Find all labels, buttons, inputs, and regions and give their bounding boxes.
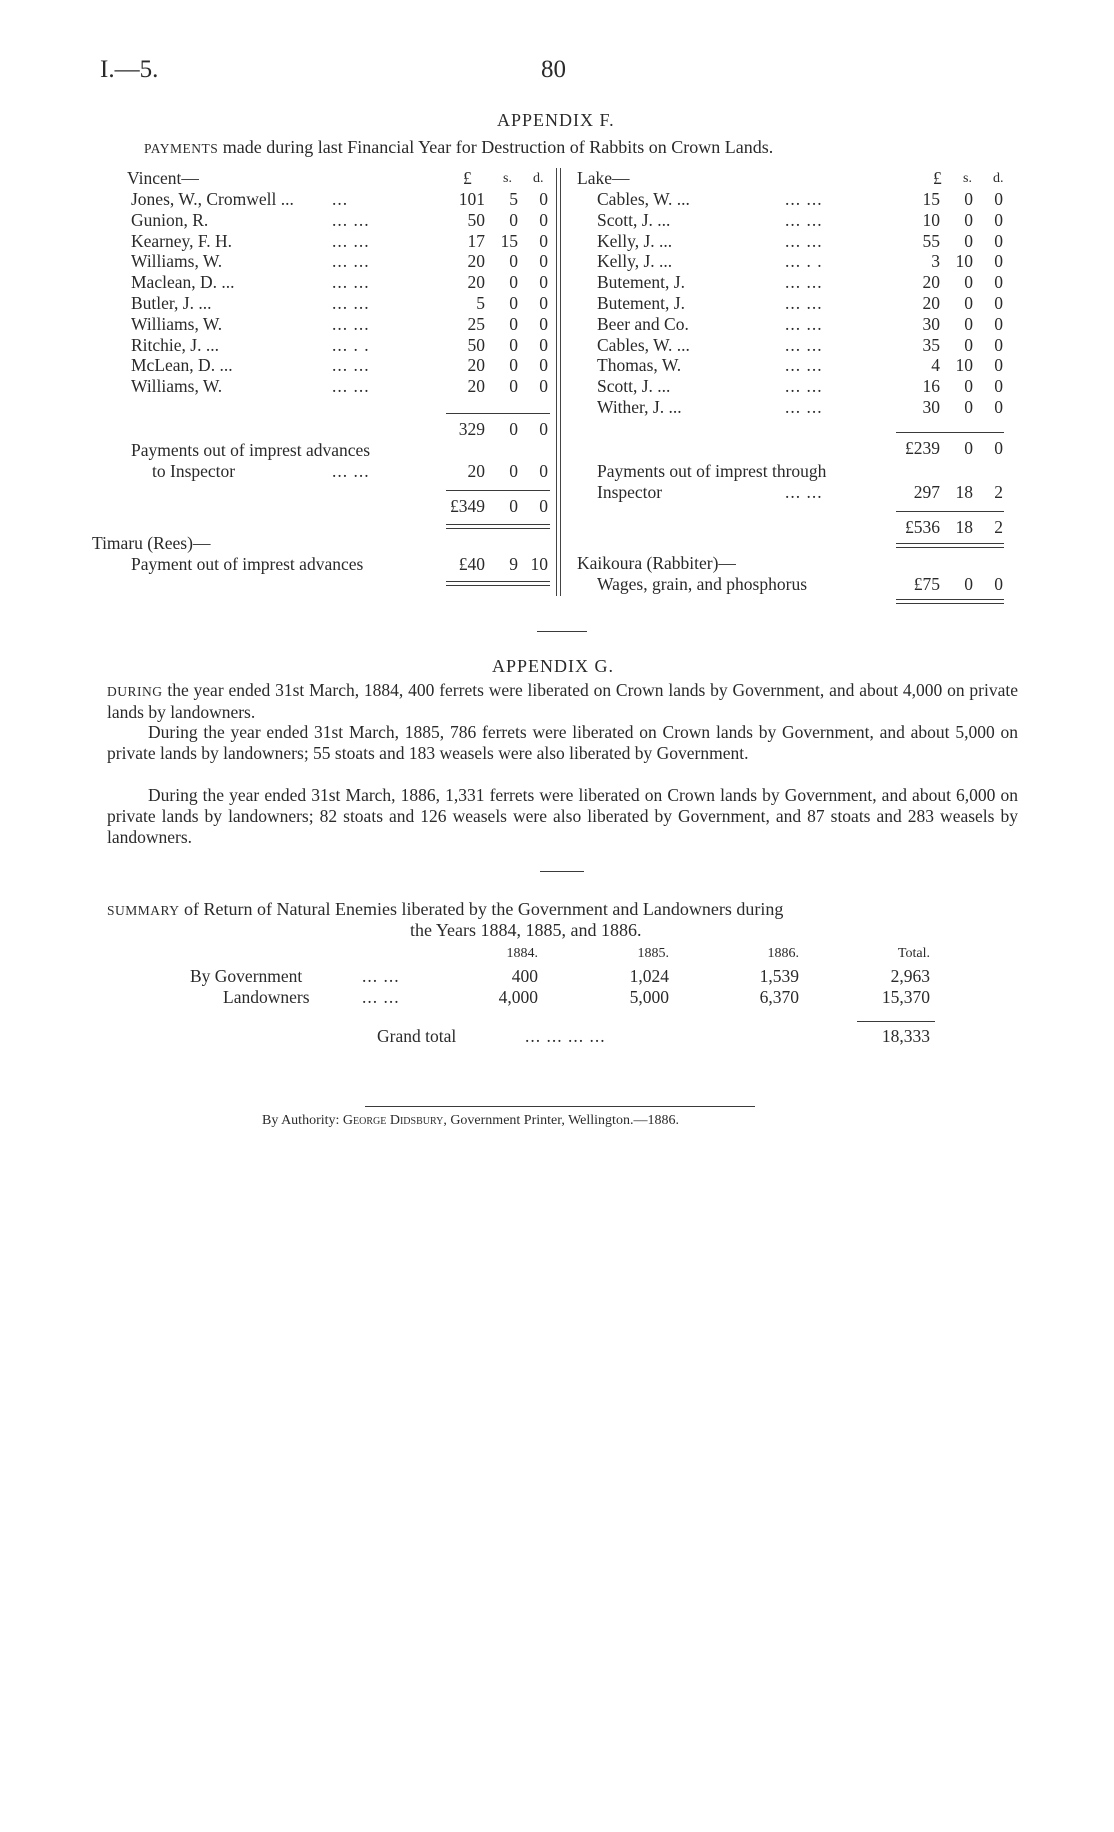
right-total-pounds: £536	[905, 517, 940, 537]
right-row-shillings: 0	[964, 189, 973, 209]
right-row-pounds: 20	[922, 272, 940, 293]
timaru-heading: Timaru (Rees)—	[92, 533, 211, 553]
right-row-name: Cables, W. ...	[597, 334, 690, 355]
summary-grand-leader: ... ... ... ...	[525, 1026, 606, 1046]
right-imprest-line1: Payments out of imprest through	[597, 461, 827, 481]
timaru-shillings: 9	[509, 554, 518, 574]
left-row-pounds: 101	[458, 189, 485, 209]
left-total-pounds: £349	[450, 496, 485, 516]
footer-rule	[365, 1106, 755, 1107]
right-row-pounds: 35	[922, 334, 940, 355]
appendix-f-caption-lead: PAYMENTS	[144, 141, 219, 156]
left-imprest-shillings: 0	[509, 461, 518, 481]
right-row-pence: 0	[994, 209, 1003, 230]
summary-row-value: 400	[511, 966, 538, 986]
right-row-name: Beer and Co.	[597, 313, 689, 334]
left-row-pence: 0	[539, 293, 548, 313]
left-row-shillings: 0	[509, 251, 518, 272]
left-subtotal-rule	[446, 413, 550, 414]
summary-row-value: 6,370	[759, 987, 799, 1007]
right-row-pounds: 20	[922, 293, 940, 313]
timaru-double-rule	[446, 581, 550, 586]
right-row-pounds: 30	[922, 397, 940, 417]
kaikoura-line: Wages, grain, and phosphorus	[597, 574, 808, 594]
kaikoura-pence: 0	[994, 574, 1003, 594]
left-head-shillings: s.	[503, 171, 512, 186]
summary-row-value: 1,539	[759, 966, 799, 986]
left-subtotal-pence: 0	[539, 419, 548, 439]
kaikoura-pounds: £75	[913, 574, 940, 594]
left-row-name: Jones, W., Cromwell ...	[131, 189, 294, 209]
right-row-pounds: 4	[931, 355, 940, 376]
right-row-pence: 0	[994, 189, 1003, 209]
left-row-pence: 0	[539, 313, 548, 334]
left-section-heading: Vincent—	[127, 168, 199, 188]
right-row-pence: 0	[994, 272, 1003, 293]
left-row-name: Williams, W.	[131, 376, 223, 397]
left-row-leader: ... ...	[332, 376, 370, 397]
column-divider-inner	[560, 168, 561, 596]
left-row-pence: 0	[539, 272, 548, 293]
right-imprest-leader: ... ...	[785, 482, 823, 502]
right-row-leader: ... ...	[785, 209, 823, 230]
right-head-shillings: s.	[963, 171, 972, 186]
summary-caption-line2: the Years 1884, 1885, and 1886.	[410, 920, 642, 940]
document-reference: I.—5.	[100, 56, 159, 83]
section-separator-2	[540, 871, 584, 872]
left-row-name: McLean, D. ...	[131, 355, 233, 376]
left-subtotal-shillings: 0	[509, 419, 518, 439]
right-row-shillings: 0	[964, 209, 973, 230]
right-row-name: Butement, J.	[597, 293, 685, 313]
right-row-pounds: 10	[922, 209, 940, 230]
kaikoura-double-rule	[896, 599, 1004, 604]
right-head-pounds: £	[933, 168, 942, 188]
left-total-shillings: 0	[509, 496, 518, 516]
right-row-name: Thomas, W.	[597, 355, 682, 376]
right-row-pence: 0	[994, 293, 1003, 313]
appendix-f-caption-rest: made during last Financial Year for Destruction of Rabbits on Crown Lands.	[222, 137, 774, 157]
left-row-shillings: 0	[509, 334, 518, 355]
summary-row-label: Landowners	[223, 987, 310, 1007]
right-total-rule	[896, 511, 1004, 512]
left-row-pence: 0	[539, 251, 548, 272]
right-row-shillings: 0	[964, 313, 973, 334]
left-row-shillings: 0	[509, 209, 518, 230]
right-row-name: Scott, J. ...	[597, 376, 671, 397]
right-row-pence: 0	[994, 251, 1003, 272]
summary-head-1886: 1886.	[767, 946, 799, 961]
summary-total-rule	[857, 1021, 935, 1022]
right-row-shillings: 10	[955, 251, 973, 272]
appendix-g-paragraph-1-text: the year ended 31st March, 1884, 400 ferrets were liberated on Crown lands by Government, and about 4,000 on private lands by landowners.	[107, 680, 1019, 722]
left-row-shillings: 0	[509, 272, 518, 293]
right-row-pence: 0	[994, 397, 1003, 417]
right-row-pence: 0	[994, 355, 1003, 376]
right-row-shillings: 0	[964, 334, 973, 355]
left-imprest-pence: 0	[539, 461, 548, 481]
right-row-leader: ... ...	[785, 376, 823, 397]
right-row-name: Cables, W. ...	[597, 189, 690, 209]
right-row-pence: 0	[994, 230, 1003, 251]
right-row-pence: 0	[994, 334, 1003, 355]
right-subtotal-rule	[896, 432, 1004, 433]
left-imprest-leader: ... ...	[332, 461, 370, 481]
left-row-leader: ... . .	[332, 334, 370, 355]
appendix-g-title: APPENDIX G.	[492, 656, 615, 676]
left-imprest-pounds: 20	[467, 461, 485, 481]
page-number: 80	[541, 56, 566, 83]
summary-row-value: 15,370	[881, 987, 930, 1007]
left-row-shillings: 0	[509, 313, 518, 334]
summary-row-label: By Government	[190, 966, 303, 986]
right-total-double-rule	[896, 543, 1004, 548]
left-row-pounds: 20	[467, 251, 485, 272]
left-subtotal-pounds: 329	[458, 419, 485, 439]
left-row-name: Williams, W.	[131, 313, 223, 334]
left-row-leader: ... ...	[332, 209, 370, 230]
right-row-pounds: 55	[922, 230, 940, 251]
appendix-g-paragraph-1-lead: DURING	[107, 684, 163, 699]
right-row-leader: ... ...	[785, 397, 823, 417]
right-row-pounds: 16	[922, 376, 940, 397]
summary-row-leader: ... ...	[362, 987, 400, 1007]
right-row-shillings: 10	[955, 355, 973, 376]
left-row-pence: 0	[539, 334, 548, 355]
left-total-pence: 0	[539, 496, 548, 516]
timaru-pounds: £40	[458, 554, 485, 574]
left-row-shillings: 0	[509, 355, 518, 376]
summary-head-1885: 1885.	[637, 946, 669, 961]
right-row-name: Wither, J. ...	[597, 397, 682, 417]
right-total-shillings: 18	[955, 517, 973, 537]
right-row-leader: ... ...	[785, 272, 823, 293]
right-row-leader: ... ...	[785, 293, 823, 313]
right-imprest-line2: Inspector	[597, 482, 663, 502]
left-imprest-line2: to Inspector	[152, 461, 236, 481]
kaikoura-heading: Kaikoura (Rabbiter)—	[577, 553, 736, 573]
summary-caption-line1	[107, 899, 783, 920]
summary-row-value: 4,000	[498, 987, 538, 1007]
right-row-name: Kelly, J. ...	[597, 230, 673, 251]
left-head-pounds: £	[463, 168, 472, 188]
right-row-name: Butement, J.	[597, 272, 685, 293]
footer-by-authority: By Authority:	[262, 1113, 340, 1128]
left-row-shillings: 15	[500, 230, 518, 251]
left-row-pounds: 17	[467, 230, 485, 251]
left-row-name: Williams, W.	[131, 251, 223, 272]
timaru-line: Payment out of imprest advances	[131, 554, 364, 574]
summary-head-1884: 1884.	[506, 946, 538, 961]
left-row-name: Butler, J. ...	[131, 293, 212, 313]
left-row-leader: ... ...	[332, 293, 370, 313]
left-row-pence: 0	[539, 209, 548, 230]
column-divider	[556, 168, 557, 596]
right-row-shillings: 0	[964, 376, 973, 397]
right-section-heading: Lake—	[577, 168, 630, 188]
footer-printer-rest: , Government Printer, Wellington.—1886.	[443, 1113, 679, 1128]
left-row-name: Ritchie, J. ...	[131, 334, 219, 355]
right-row-pence: 0	[994, 313, 1003, 334]
left-row-leader: ...	[332, 189, 349, 209]
left-row-leader: ... ...	[332, 313, 370, 334]
left-row-pence: 0	[539, 376, 548, 397]
right-imprest-pence: 2	[994, 482, 1003, 502]
right-row-leader: ... ...	[785, 313, 823, 334]
right-row-leader: ... . .	[785, 251, 823, 272]
left-row-leader: ... ...	[332, 272, 370, 293]
appendix-g-paragraph-1	[107, 680, 1018, 723]
left-row-name: Gunion, R.	[131, 209, 209, 230]
left-row-shillings: 0	[509, 376, 518, 397]
kaikoura-shillings: 0	[964, 574, 973, 594]
right-subtotal-pence: 0	[994, 438, 1003, 458]
summary-row-value: 1,024	[629, 966, 669, 986]
summary-grand-value: 18,333	[881, 1026, 930, 1046]
right-head-pence: d.	[993, 171, 1004, 186]
right-row-name: Kelly, J. ...	[597, 251, 673, 272]
left-row-pence: 0	[539, 189, 548, 209]
left-row-shillings: 5	[509, 189, 518, 209]
right-row-pounds: 15	[922, 189, 940, 209]
right-row-shillings: 0	[964, 272, 973, 293]
right-row-name: Scott, J. ...	[597, 209, 671, 230]
left-row-pence: 0	[539, 230, 548, 251]
summary-caption-lead: SUMMARY	[107, 903, 180, 918]
left-row-name: Kearney, F. H.	[131, 230, 232, 251]
left-row-pounds: 50	[467, 209, 485, 230]
left-head-pence: d.	[533, 171, 544, 186]
right-row-pounds: 3	[931, 251, 940, 272]
left-row-leader: ... ...	[332, 251, 370, 272]
left-row-pounds: 5	[476, 293, 485, 313]
left-row-pounds: 20	[467, 272, 485, 293]
right-imprest-pounds: 297	[913, 482, 940, 502]
appendix-f-title: APPENDIX F.	[497, 110, 615, 130]
left-total-rule	[446, 490, 550, 491]
left-row-pounds: 50	[467, 334, 485, 355]
right-row-pence: 0	[994, 376, 1003, 397]
timaru-pence: 10	[530, 554, 548, 574]
section-separator	[537, 631, 587, 632]
left-total-double-rule	[446, 524, 550, 529]
right-subtotal-pounds: £239	[905, 438, 940, 458]
right-row-leader: ... ...	[785, 355, 823, 376]
summary-head-total: Total.	[897, 946, 930, 961]
right-row-leader: ... ...	[785, 334, 823, 355]
summary-row-value: 5,000	[629, 987, 669, 1007]
right-row-pounds: 30	[922, 313, 940, 334]
appendix-g-paragraph-3: During the year ended 31st March, 1886, 1,331 ferrets were liberated on Crown lands by Government, and about 6,000 on private lands by landowners; 82 stoats and 126 weasels were also liberated by Government, and 87 stoats and 283 weasels by landowners.	[107, 785, 1018, 847]
right-row-shillings: 0	[964, 230, 973, 251]
appendix-g-paragraph-2: During the year ended 31st March, 1885, 786 ferrets were liberated on Crown lands by Government, and about 5,000 on private lands by landowners; 55 stoats and 183 weasels were also liberated by Government.	[107, 722, 1018, 763]
left-imprest-line1: Payments out of imprest advances	[131, 440, 371, 460]
left-row-shillings: 0	[509, 293, 518, 313]
right-row-shillings: 0	[964, 293, 973, 313]
footer-imprint	[262, 1113, 679, 1129]
right-row-leader: ... ...	[785, 189, 823, 209]
right-imprest-shillings: 18	[955, 482, 973, 502]
appendix-f-caption	[144, 137, 773, 158]
left-row-pounds: 20	[467, 355, 485, 376]
summary-row-leader: ... ...	[362, 966, 400, 986]
left-row-pounds: 25	[467, 313, 485, 334]
footer-printer-name: George Didsbury	[342, 1113, 444, 1128]
summary-grand-label: Grand total	[377, 1026, 457, 1046]
right-subtotal-shillings: 0	[964, 438, 973, 458]
summary-row-value: 2,963	[890, 966, 930, 986]
left-row-pence: 0	[539, 355, 548, 376]
left-row-leader: ... ...	[332, 355, 370, 376]
summary-caption-rest: of Return of Natural Enemies liberated by the Government and Landowners during	[184, 899, 784, 919]
right-total-pence: 2	[994, 517, 1003, 537]
left-row-name: Maclean, D. ...	[131, 272, 235, 293]
right-row-shillings: 0	[964, 397, 973, 417]
right-row-leader: ... ...	[785, 230, 823, 251]
left-row-leader: ... ...	[332, 230, 370, 251]
left-row-pounds: 20	[467, 376, 485, 397]
